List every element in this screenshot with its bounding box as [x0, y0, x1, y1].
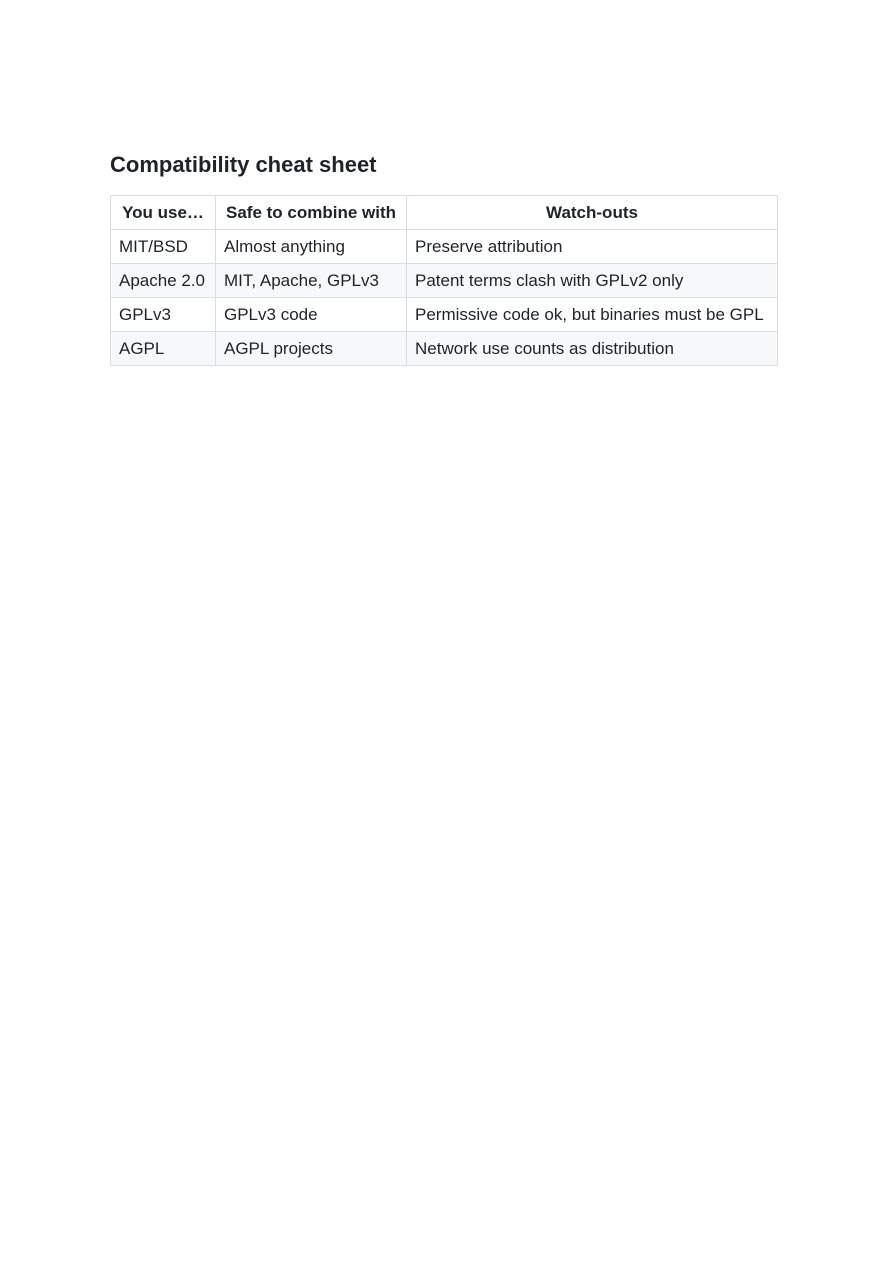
cell-license: MIT/BSD [111, 230, 216, 264]
cell-compatible: AGPL projects [216, 332, 407, 366]
cell-watch-out: Patent terms clash with GPLv2 only [407, 264, 778, 298]
cell-watch-out: Permissive code ok, but binaries must be GPL [407, 298, 778, 332]
header-safe-to-combine: Safe to combine with [216, 196, 407, 230]
cell-compatible: GPLv3 code [216, 298, 407, 332]
compatibility-table [110, 195, 778, 366]
cell-license: AGPL [111, 332, 216, 366]
cell-compatible: Almost anything [216, 230, 407, 264]
table-row [111, 230, 778, 264]
table-row [111, 264, 778, 298]
header-watch-outs: Watch-outs [407, 196, 778, 230]
table-row [111, 332, 778, 366]
cell-compatible: MIT, Apache, GPLv3 [216, 264, 407, 298]
document-section [110, 150, 778, 366]
cell-watch-out: Preserve attribution [407, 230, 778, 264]
cell-watch-out: Network use counts as distribution [407, 332, 778, 366]
header-you-use: You use… [111, 196, 216, 230]
cell-license: GPLv3 [111, 298, 216, 332]
table-row [111, 298, 778, 332]
cell-license: Apache 2.0 [111, 264, 216, 298]
table-header-row [111, 196, 778, 230]
section-title: Compatibility cheat sheet [110, 152, 377, 177]
